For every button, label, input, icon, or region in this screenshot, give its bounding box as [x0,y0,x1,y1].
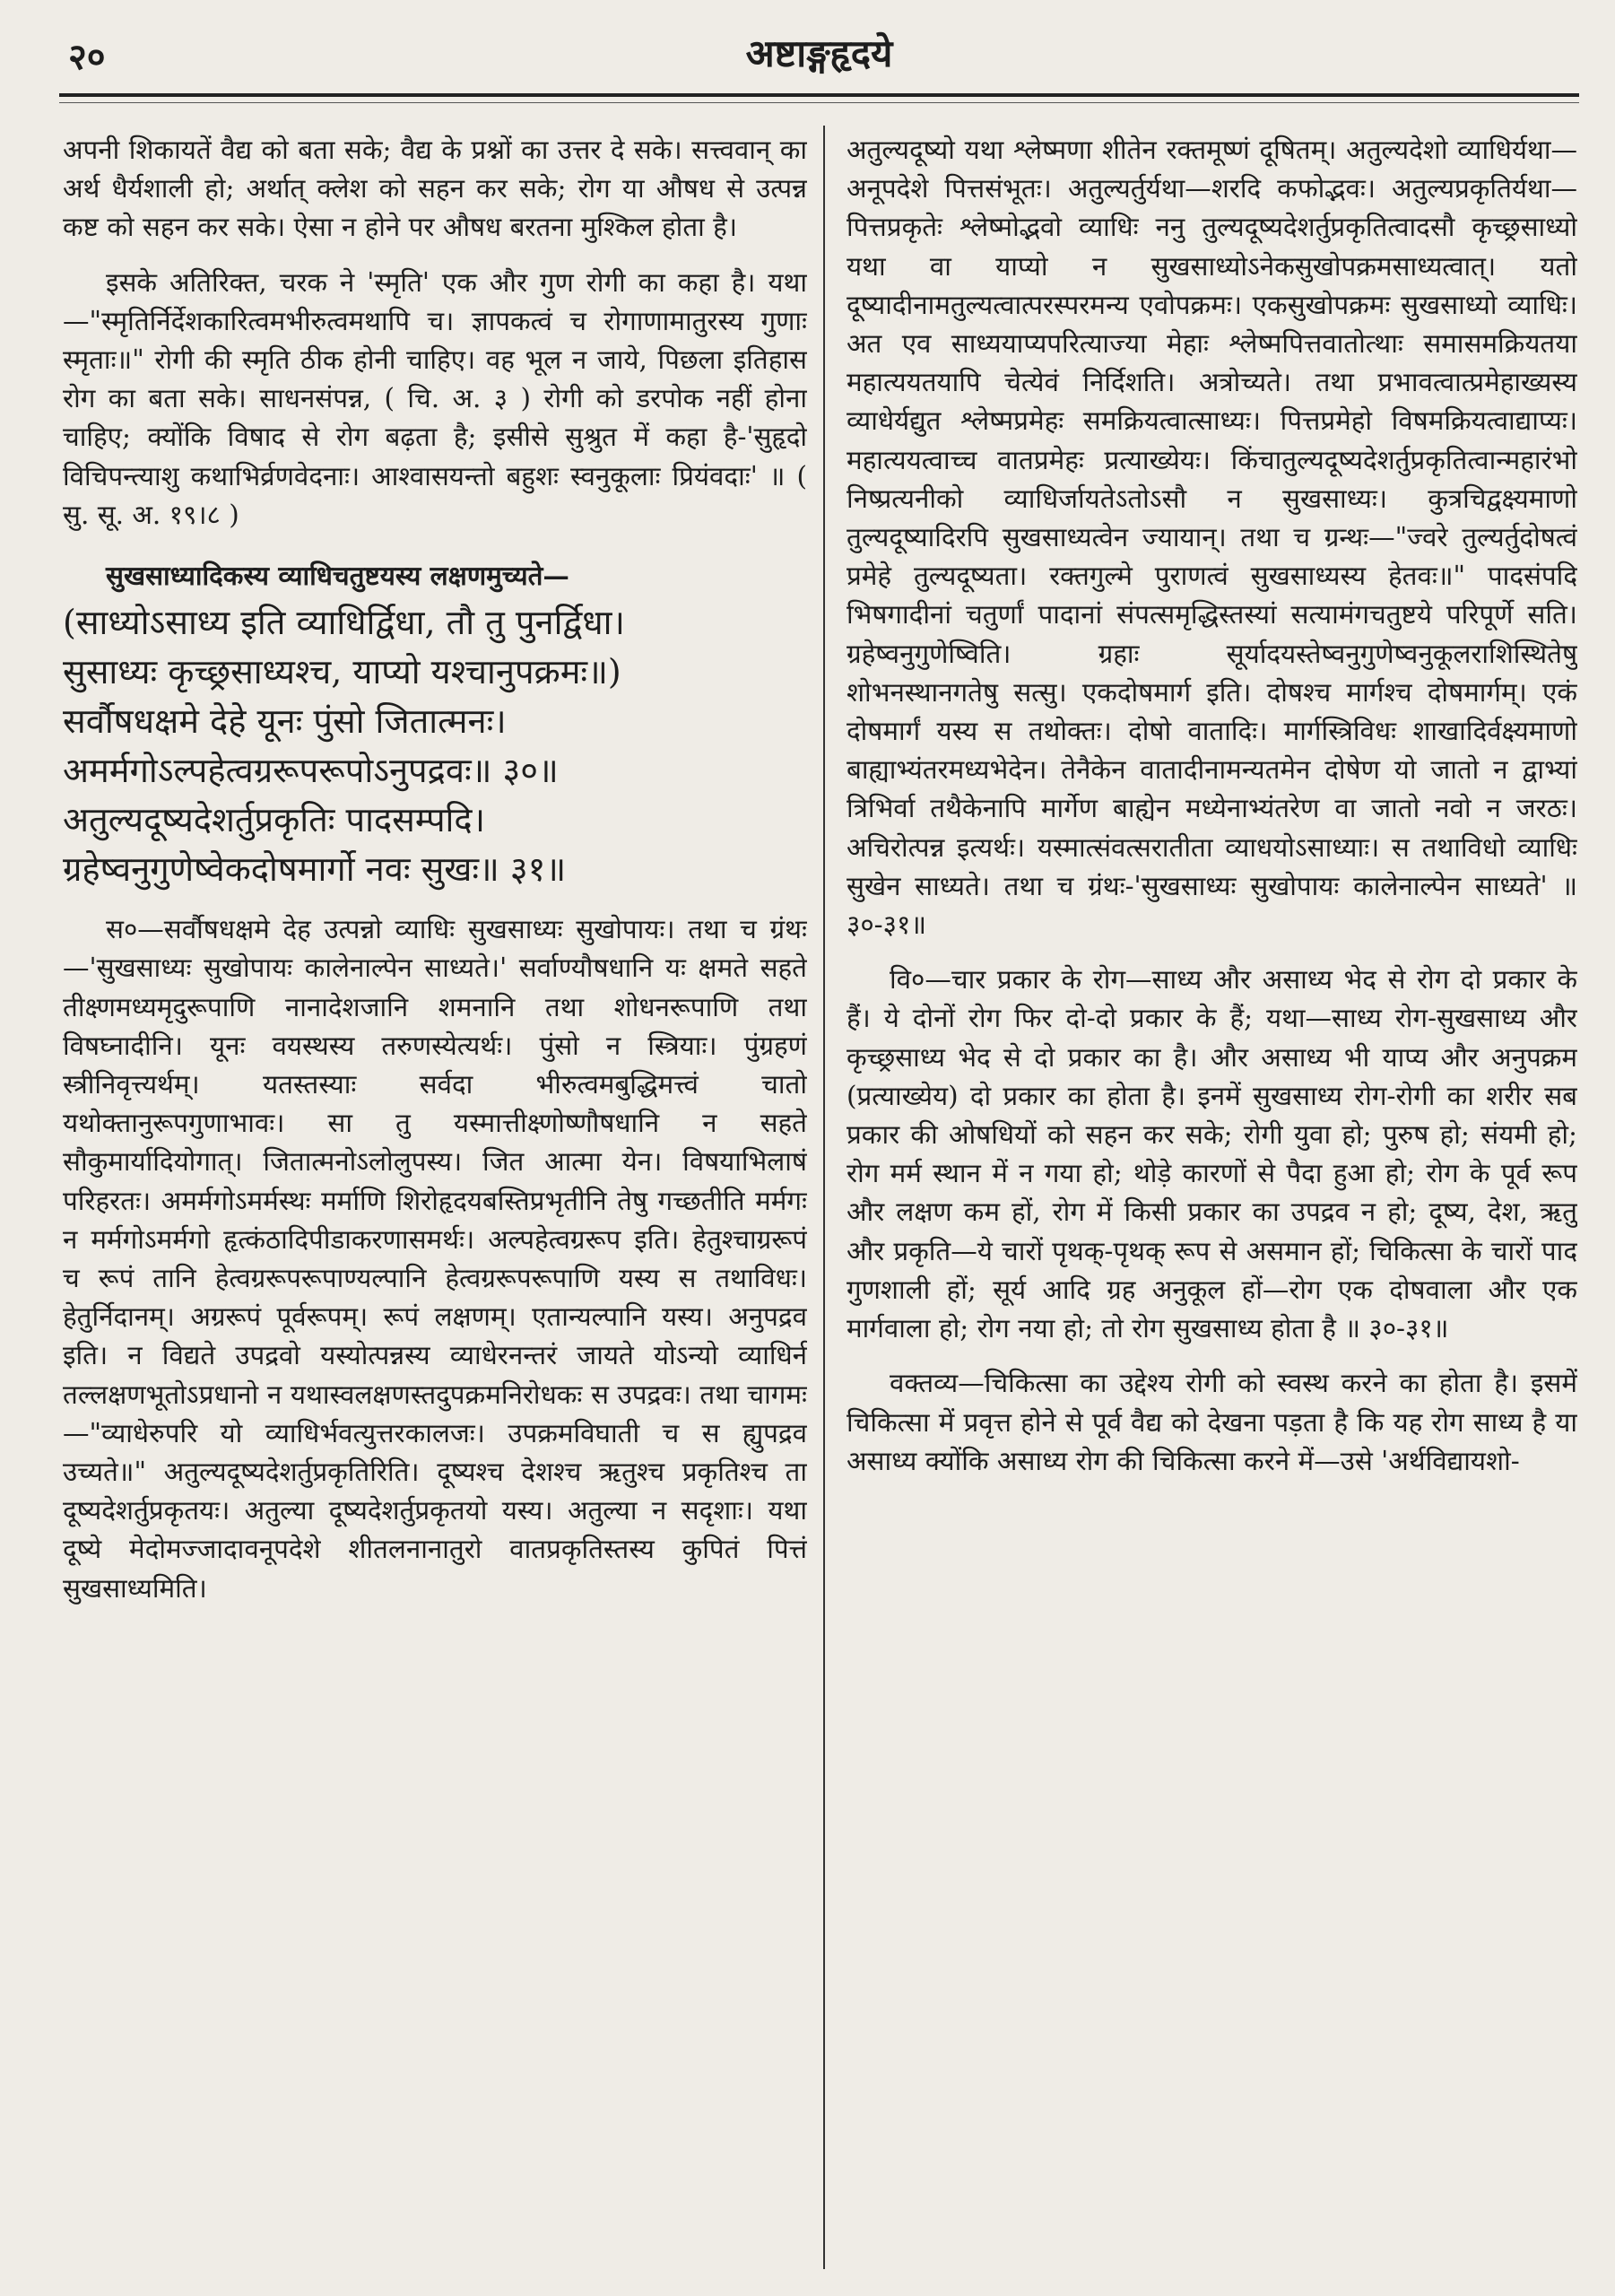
section-intro: सुखसाध्यादिकस्य व्याधिचतुष्टयस्य लक्षणमुच्यते— [106,560,569,592]
right-column [847,131,1577,2260]
verse-line: अमर्मगोऽल्पहेत्वग्ररूपरूपोऽनुपद्रवः॥ ३०॥ [63,751,559,791]
running-title: अष्टाङ्गहृदये [745,31,893,75]
verse-line: ग्रहेष्वनुगुणेष्वेकदोषमार्गो नवः सुखः॥ ३१॥ [63,849,567,890]
page-number: २० [68,36,106,78]
paragraph-patient-qualities: अपनी शिकायतें वैद्य को बता सके; वैद्य के प्रश्नों का उत्तर दे सके। सत्त्ववान् का अर्थ धैर्यशाली हो; अर्थात् क्लेश को सहन कर सके; रोग या औषध से उत्पन्न कष्ट को सहन कर सके। ऐसा न होने पर औषध बरतना मुश्किल होता है। [63,135,807,243]
hindi-explanation: वि०—चार प्रकार के रोग—साध्य और असाध्य भेद से रोग दो प्रकार के हैं। ये दोनों रोग फिर दो-दो प्रकार के हैं; यथा—साध्य रोग-सुखसाध्य और कृच्छ्रसाध्य भेद से दो प्रकार का है। और असाध्य भी याप्य और अनुपक्रम (प्रत्याख्येय) दो प्रकार का होता है। इनमें सुखसाध्य रोग-रोगी का शरीर सब प्रकार की ओषधियों को सहन कर सके; रोगी युवा हो; पुरुष हो; संयमी हो; रोग मर्म स्थान में न गया हो; थोड़े कारणों से पैदा हुआ हो; रोग के पूर्व रूप और लक्षण कम हों, रोग में किसी प्रकार का उपद्रव न हो; दूष्य, देश, ऋतु और प्रकृति—ये चारों पृथक्-पृथक् रूप से असमान हों; चिकित्सा के चारों पाद गुणशाली हों; सूर्य आदि ग्रह अनुकूल हों—रोग एक दोषवाला और एक मार्गवाला हो; रोग नया हो; तो रोग सुखसाध्य होता है ॥ ३०-३१॥ [847,964,1577,1344]
left-column [63,131,807,2260]
header-rule [59,93,1579,97]
header-rule-thin [59,102,1579,103]
column-divider [823,126,825,2269]
verse-line: अतुल्यदूष्यदेशर्तुप्रकृतिः पादसम्पदि। [63,800,485,840]
running-head [59,27,1579,83]
verse-line: (साध्योऽसाध्य इति व्याधिर्द्विधा, तौ तु पुनर्द्विधा। [63,603,625,643]
paragraph-charaka-smriti: इसके अतिरिक्त, चरक ने 'स्मृति' एक और गुण रोगी का कहा है। यथा—"स्मृतिर्निर्देशकारित्वमभीरुत्वमथापि च। ज्ञापकत्वं च रोगाणामातुरस्य गुणाः स्मृताः॥" रोगी की स्मृति ठीक होनी चाहिए। वह भूल न जाये, पिछला इतिहास रोग का बता सके। साधनसंपन्न, ( चि. अ. ३ ) रोगी को डरपोक नहीं होना चाहिए; क्योंकि विषाद से रोग बढ़ता है; इसीसे सुश्रुत में कहा है-'सुहृदो विचिपन्त्याशु कथाभिर्व्रणवेदनाः। आश्वासयन्तो बहुशः स्वनुकूलाः प्रियंवदाः' ॥ ( सु. सू. अ. १९।८ ) [63,266,807,530]
verse-line: सर्वौषधक्षमे देहे यूनः पुंसो जितात्मनः। [63,701,507,742]
verse-line: सुसाध्यः कृच्छ्रसाध्यश्च, याप्यो यश्चानुपक्रमः॥) [63,652,621,692]
vaktavya-note: वक्तव्य—चिकित्सा का उद्देश्य रोगी को स्वस्थ करने का होता है। इसमें चिकित्सा में प्रवृत्त होने से पूर्व वैद्य को देखना पड़ता है कि यह रोग साध्य है या असाध्य क्योंकि असाध्य रोग की चिकित्सा करने में—उसे 'अर्थविद्यायशो- [847,1368,1577,1476]
sanskrit-commentary-continued: अतुल्यदूष्यो यथा श्लेष्मणा शीतेन रक्तमूष्णं दूषितम्। अतुल्यदेशो व्याधिर्यथा—अनूपदेशे पित्तसंभूतः। अतुल्यर्तुर्यथा—शरदि कफोद्भवः। अतुल्यप्रकृतिर्यथा—पित्तप्रकृतेः श्लेष्मोद्भवो व्याधिः ननु तुल्यदूष्यदेशर्तुप्रकृतित्वादसौ कृच्छ्रसाध्यो यथा वा याप्यो न सुखसाध्योऽनेकसुखोपक्रमसाध्यत्वात्। यतो दूष्यादीनामतुल्यत्वात्परस्परमन्य एवोपक्रमः। एकसुखोपक्रमः सुखसाध्यो व्याधिः। अत एव साध्ययाप्यपरित्याज्या मेहाः श्लेष्मपित्तवातोत्थाः समासमक्रियतया महात्ययतयापि चेत्येवं निर्दिशति। अत्रोच्यते। तथा प्रभावत्वात्प्रमेहाख्यस्य व्याधेर्यद्युत श्लेष्मप्रमेहः समक्रियत्वात्साध्यः। पित्तप्रमेहो विषमक्रियत्वाद्याप्यः। महात्ययत्वाच्च वातप्रमेहः प्रत्याख्येयः। किंचातुल्यदूष्यदेशर्तुप्रकृतित्वान्महारंभो निष्प्रत्यनीको व्याधिर्जायतेऽतोऽसौ न सुखसाध्यः। कुत्रचिद्वक्ष्यमाणो तुल्यदूष्यादिरपि सुखसाध्यत्वेन ज्यायान्। तथा च ग्रन्थः—"ज्वरे तुल्यर्तुदोषत्वं प्रमेहे तुल्यदूष्यता। रक्तगुल्मे पुराणत्वं सुखसाध्यस्य हेतवः॥" पादसंपदि भिषगादीनां चतुर्णां पादानां संपत्समृद्धिस्तस्यां सत्यामंगचतुष्टये परिपूर्णे सति। ग्रहेष्वनुगुणेष्विति। ग्रहाः सूर्यादयस्तेष्वनुगुणेष्वनुकूलराशिस्थितेषु शोभनस्थानगतेषु सत्सु। एकदोषमार्ग इति। दोषश्च मार्गश्च दोषमार्गम्। एकं दोषमार्गं यस्य स तथोक्तः। दोषो वातादिः। मार्गस्त्रिविधः शाखादिर्वक्ष्यमाणो बाह्याभ्यंतरमध्यभेदेन। तेनैकेन वातादीनामन्यतमेन दोषेण यो जातो न द्वाभ्यां त्रिभिर्वा तथैकेनापि मार्गेण बाह्येन मध्येनाभ्यंतरेण वा जातो नवो न जरठः। अचिरोत्पन्न इत्यर्थः। यस्मात्संवत्सरातीता व्याधयोऽसाध्याः। स तथाविधो व्याधिः सुखेन साध्यते। तथा च ग्रंथः-'सुखसाध्यः सुखोपायः कालेनाल्पेन साध्यते' ॥ ३०-३१॥ [847,135,1577,941]
sutra-verse [63,598,807,894]
sanskrit-commentary: स०—सर्वौषधक्षमे देह उत्पन्नो व्याधिः सुखसाध्यः सुखोपायः। तथा च ग्रंथः—'सुखसाध्यः सुखोपायः कालेनाल्पेन साध्यते।' सर्वाण्यौषधानि यः क्षमते सहते तीक्ष्णमध्यमृदुरूपाणि नानादेशजानि शमनानि तथा शोधनरूपाणि तथा विषघ्नादीनि। यूनः वयस्थस्य तरुणस्येत्यर्थः। पुंसो न स्त्रियाः। पुंग्रहणं स्त्रीनिवृत्त्यर्थम्। यतस्तस्याः सर्वदा भीरुत्वमबुद्धिमत्त्वं चातो यथोक्तानुरूपगुणाभावः। सा तु यस्मात्तीक्ष्णोष्णौषधानि न सहते सौकुमार्यादियोगात्। जितात्मनोऽलोलुपस्य। जित आत्मा येन। विषयाभिलाषं परिहरतः। अमर्मगोऽमर्मस्थः मर्माणि शिरोहृदयबस्तिप्रभृतीनि तेषु गच्छतीति मर्मगः न मर्मगोऽमर्मगो हृत्कंठादिपीडाकरणासमर्थः। अल्पहेत्वग्ररूप इति। हेतुश्चाग्ररूपं च रूपं तानि हेत्वग्ररूपरूपाण्यल्पानि हेत्वग्ररूपरूपाणि यस्य स तथाविधः। हेतुर्निदानम्। अग्ररूपं पूर्वरूपम्। रूपं लक्षणम्। एतान्यल्पानि यस्य। अनुपद्रव इति। न विद्यते उपद्रवो यस्योत्पन्नस्य व्याधेरनन्तरं जायते योऽन्यो व्याधिर्न तल्लक्षणभूतोऽप्रधानो न यथास्वलक्षणस्तदुपक्रमनिरोधकः स उपद्रवः। तथा चागमः—"व्याधेरुपरि यो व्याधिर्भवत्युत्तरकालजः। उपक्रमविघाती च स ह्युपद्रव उच्यते॥" अतुल्यदूष्यदेशर्तुप्रकृतिरिति। दूष्यश्च देशश्च ऋतुश्च प्रकृतिश्च ता दूष्यदेशर्तुप्रकृतयः। अतुल्या दूष्यदेशर्तुप्रकृतयो यस्य। अतुल्या न सदृशाः। यथा दूष्ये मेदोमज्जादावनूपदेशे शीतलनानातुरो वातप्रकृतिस्तस्य कुपितं पित्तं सुखसाध्यमिति। [63,914,807,1604]
